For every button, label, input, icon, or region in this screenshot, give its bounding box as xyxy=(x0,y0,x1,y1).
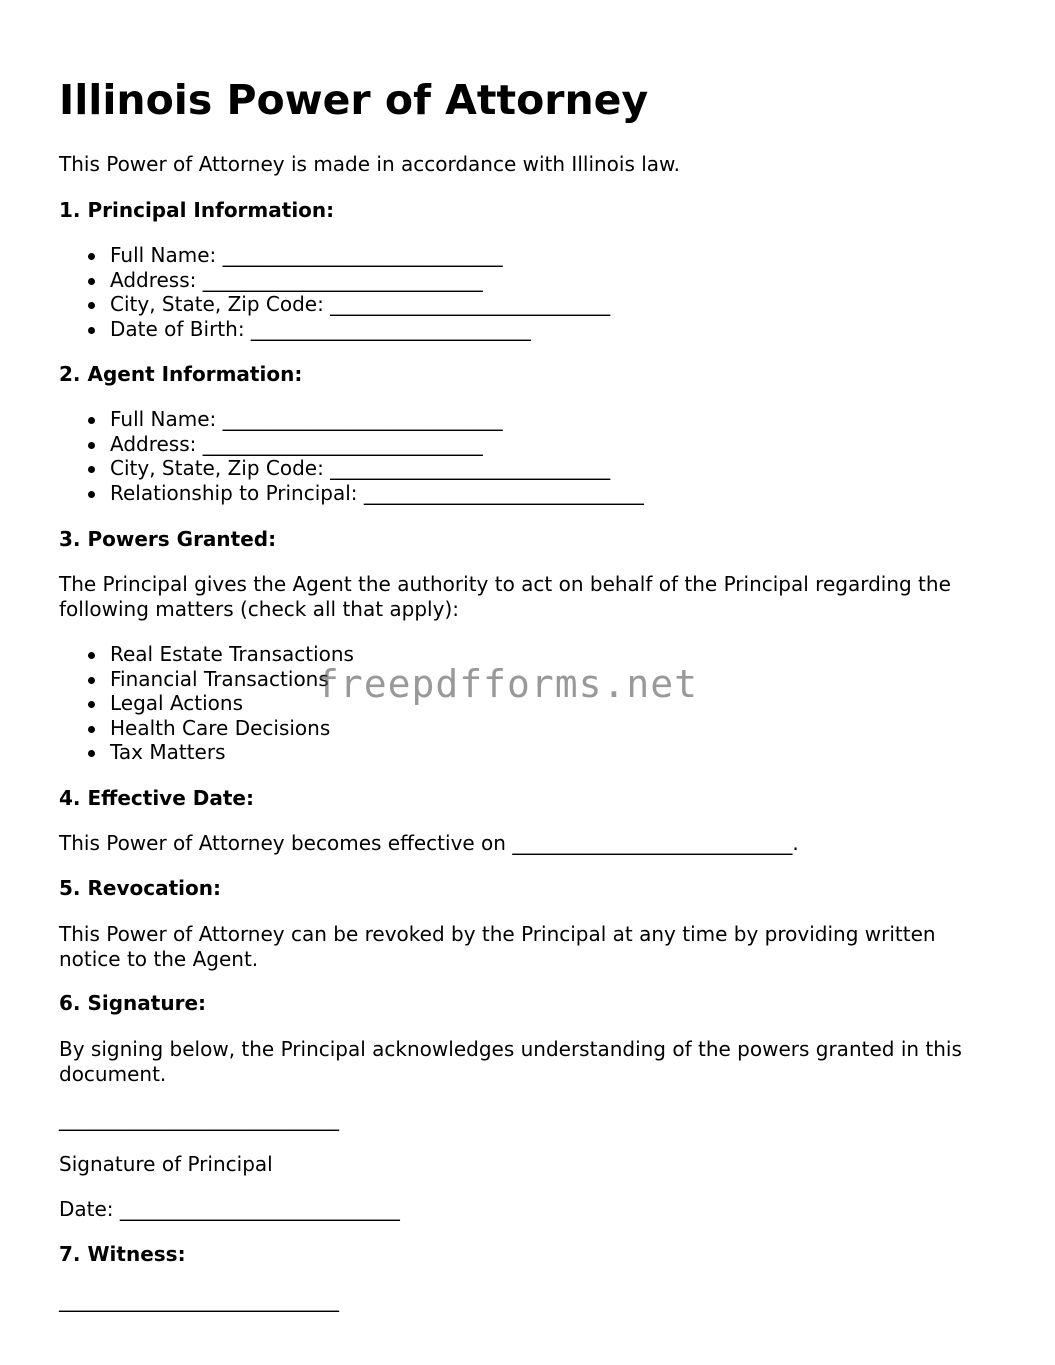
powers-heading: 3. Powers Granted: xyxy=(59,527,277,551)
intro-text: This Power of Attorney is made in accordance with Illinois law. xyxy=(59,152,680,176)
agent-fields xyxy=(59,407,644,505)
power-item-real-estate: Real Estate Transactions xyxy=(110,642,354,666)
agent-relationship-field: Relationship to Principal: ____________________________ xyxy=(110,480,644,505)
watermark: freepdfforms.net xyxy=(316,662,699,706)
witness-heading: 7. Witness: xyxy=(59,1242,186,1266)
revocation-heading: 5. Revocation: xyxy=(59,876,221,900)
agent-heading: 2. Agent Information: xyxy=(59,362,303,386)
power-item-legal: Legal Actions xyxy=(110,691,354,716)
revocation-text: This Power of Attorney can be revoked by the Principal at any time by providing written notice to the Agent. xyxy=(59,922,936,971)
power-item-tax: Tax Matters xyxy=(110,740,354,765)
principal-dob-field: Date of Birth: ____________________________ xyxy=(110,317,610,342)
agent-city-field: City, State, Zip Code: ____________________________ xyxy=(110,456,644,481)
power-item-financial: Financial Transactions xyxy=(110,667,354,692)
effective-text: This Power of Attorney becomes effective on ____________________________. xyxy=(59,831,799,855)
principal-address-field: Address: ____________________________ xyxy=(110,268,610,293)
principal-full-name-field: Full Name: ____________________________ xyxy=(110,243,610,268)
page-title: Illinois Power of Attorney xyxy=(59,76,649,124)
signature-heading: 6. Signature: xyxy=(59,991,207,1015)
signature-date-field: Date: ____________________________ xyxy=(59,1197,400,1221)
principal-heading: 1. Principal Information: xyxy=(59,198,335,222)
agent-address-field: Address: ____________________________ xyxy=(110,432,644,457)
signature-line: ____________________________ xyxy=(59,1107,339,1131)
power-item-health-care: Health Care Decisions xyxy=(110,716,354,741)
signature-label: Signature of Principal xyxy=(59,1152,273,1176)
powers-list xyxy=(59,642,354,765)
signature-text: By signing below, the Principal acknowledges understanding of the powers granted in this document. xyxy=(59,1037,962,1086)
principal-fields xyxy=(59,243,610,341)
agent-full-name-field: Full Name: ____________________________ xyxy=(110,407,644,432)
effective-heading: 4. Effective Date: xyxy=(59,786,254,810)
witness-line: ____________________________ xyxy=(59,1288,339,1312)
powers-text: The Principal gives the Agent the authority to act on behalf of the Principal regarding the following matters (check all that apply): xyxy=(59,572,951,621)
principal-city-field: City, State, Zip Code: ____________________________ xyxy=(110,292,611,317)
